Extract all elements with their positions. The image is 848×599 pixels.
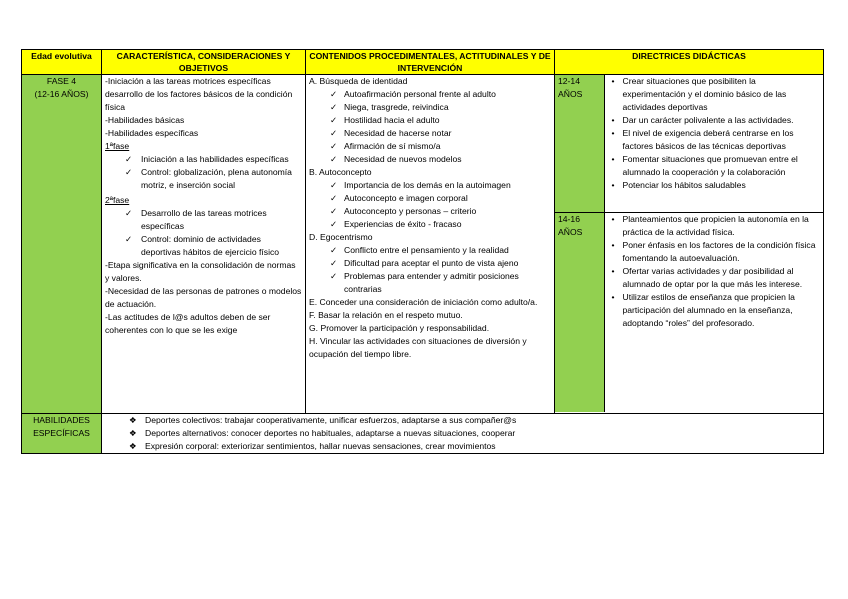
check-icon: ✓: [125, 167, 133, 177]
list-item: ✓ Autoconcepto e imagen corporal: [330, 193, 468, 203]
caract-outro-2: -Necesidad de las personas de patrones o modelos de actuación.: [105, 286, 302, 309]
directrices-group-1: [604, 75, 823, 213]
bullet-icon: •: [611, 76, 615, 86]
list-item: • Poner énfasis en los factores de la condición física fomentando la autoevaluación.: [611, 240, 816, 263]
section-d-title: D. Egocentrismo: [309, 232, 373, 242]
caract-intro-2: -Habilidades básicas: [105, 115, 185, 125]
list-item: ✓ Dificultad para aceptar el punto de vista ajeno: [330, 258, 519, 268]
section-g-line: G. Promover la participación y responsabilidad.: [309, 323, 490, 333]
check-icon: ✓: [330, 115, 338, 125]
caract-intro-1: -Iniciación a las tareas motrices específicas desarrollo de los factores básicos de la condición física: [105, 76, 293, 112]
check-icon: ✓: [330, 193, 338, 203]
list-item: ❖ Deportes colectivos: trabajar cooperativamente, unificar esfuerzos, adaptarse a sus compañer@s: [129, 415, 517, 425]
bullet-icon: •: [611, 240, 615, 250]
list-item: • Fomentar situaciones que promuevan entre el alumnado la cooperación y la colaboración: [611, 154, 798, 177]
section-e-line: E. Conceder una consideración de iniciación como adulto/a.: [309, 297, 538, 307]
check-icon: ✓: [330, 180, 338, 190]
fase1-title: 1ªfase: [105, 141, 130, 151]
habilidades-items-cell: [102, 414, 824, 454]
caract-intro-3: -Habilidades específicas: [105, 128, 199, 138]
bullet-icon: •: [611, 214, 615, 224]
check-icon: ✓: [125, 234, 133, 244]
check-icon: ✓: [330, 245, 338, 255]
header-edad: Edad evolutiva: [22, 50, 102, 75]
list-item: ✓ Necesidad de hacerse notar: [330, 128, 452, 138]
list-item: ✓ Problemas para entender y admitir posiciones contrarias: [330, 271, 519, 294]
caracteristicas-cell: [102, 75, 306, 414]
habilidades-row: [22, 414, 824, 454]
list-item: • Ofertar varias actividades y dar posibilidad al alumnado de optar por la que más les interese.: [611, 266, 803, 289]
list-item: ❖ Deportes alternativos: conocer deportes no habituales, adaptarse a nuevas situaciones, cooperar: [129, 428, 516, 438]
list-item: • El nivel de exigencia deberá centrarse en los factores básicos de las técnicas deportivas: [611, 128, 794, 151]
bullet-icon: •: [611, 180, 615, 190]
list-item: • Potenciar los hábitos saludables: [611, 180, 746, 190]
bullet-icon: •: [611, 115, 615, 125]
list-item: ✓ Desarrollo de las tareas motrices específicas: [125, 208, 267, 231]
header-contenidos: CONTENIDOS PROCEDIMENTALES, ACTITUDINALES Y DE INTERVENCIÓN: [306, 50, 555, 75]
content-row: [22, 75, 824, 414]
didactic-table: [21, 49, 824, 454]
list-item: • Utilizar estilos de enseñanza que propicien la participación del alumnado en la enseñanza, adoptando “roles” del profesorado.: [611, 292, 795, 328]
age-label-14-16: 14-16 AÑOS: [558, 214, 583, 237]
fase-cell: [22, 75, 102, 414]
check-icon: ✓: [330, 271, 338, 281]
caract-outro-3: -Las actitudes de l@s adultos deben de ser coherentes con lo que se les exige: [105, 312, 271, 335]
diamond-bullet-icon: ❖: [129, 428, 137, 438]
header-directrices: DIRECTRICES DIDÁCTICAS: [555, 50, 824, 75]
list-item: ✓ Experiencias de éxito - fracaso: [330, 219, 462, 229]
check-icon: ✓: [330, 102, 338, 112]
fase2-title: 2ªfase: [105, 195, 130, 205]
section-h-line: H. Vincular las actividades con situaciones de diversión y ocupación del tiempo libre.: [309, 336, 527, 359]
age-label-12-14: 12-14 AÑOS: [558, 76, 583, 99]
list-item: ✓ Conflicto entre el pensamiento y la realidad: [330, 245, 509, 255]
directrices-cell: [555, 75, 824, 414]
list-item: ✓ Control: globalización, plena autonomía motriz, e inserción social: [125, 167, 292, 190]
habilidades-label-cell: [22, 414, 102, 454]
list-item: ✓ Necesidad de nuevos modelos: [330, 154, 462, 164]
age-cell-12-14: [555, 75, 604, 213]
diamond-bullet-icon: ❖: [129, 415, 137, 425]
check-icon: ✓: [330, 141, 338, 151]
header-caracteristica: CARACTERÍSTICA, CONSIDERACIONES Y OBJETIVOS: [102, 50, 306, 75]
directrices-group-2: [604, 213, 823, 413]
section-b-title: B. Autoconcepto: [309, 167, 372, 177]
directrices-table: [555, 75, 823, 412]
check-icon: ✓: [330, 154, 338, 164]
section-f-line: F. Basar la relación en el respeto mutuo.: [309, 310, 463, 320]
list-item: • Dar un carácter polivalente a las actividades.: [611, 115, 794, 125]
check-icon: ✓: [125, 208, 133, 218]
bullet-icon: •: [611, 266, 615, 276]
bullet-icon: •: [611, 154, 615, 164]
fase-ages: (12-16 AÑOS): [34, 89, 89, 99]
list-item: ✓ Autoconcepto y personas – criterio: [330, 206, 477, 216]
caract-outro-1: -Etapa significativa en la consolidación de normas y valores.: [105, 260, 296, 283]
list-item: • Planteamientos que propicien la autonomía en la práctica de la actividad física.: [611, 214, 809, 237]
check-icon: ✓: [125, 154, 133, 164]
bullet-icon: •: [611, 128, 615, 138]
list-item: ❖ Expresión corporal: exteriorizar sentimientos, hallar nuevas sensaciones, crear movimientos: [129, 441, 496, 451]
header-row: [22, 50, 824, 75]
check-icon: ✓: [330, 258, 338, 268]
list-item: ✓ Afirmación de sí mismo/a: [330, 141, 441, 151]
bullet-icon: •: [611, 292, 615, 302]
list-item: ✓ Niega, trasgrede, reivindica: [330, 102, 449, 112]
check-icon: ✓: [330, 219, 338, 229]
list-item: • Crear situaciones que posibiliten la experimentación y el dominio básico de las actividades deportivas: [611, 76, 787, 112]
age-cell-14-16: [555, 213, 604, 413]
list-item: ✓ Control: dominio de actividades deportivas hábitos de ejercicio físico: [125, 234, 280, 257]
list-item: ✓ Autoafirmación personal frente al adulto: [330, 89, 496, 99]
check-icon: ✓: [330, 128, 338, 138]
list-item: ✓ Importancia de los demás en la autoimagen: [330, 180, 511, 190]
habilidades-label: HABILIDADES ESPECÍFICAS: [33, 415, 90, 438]
check-icon: ✓: [330, 89, 338, 99]
check-icon: ✓: [330, 206, 338, 216]
contenidos-cell: [306, 75, 555, 414]
section-a-title: A. Búsqueda de identidad: [309, 76, 408, 86]
diamond-bullet-icon: ❖: [129, 441, 137, 451]
list-item: ✓ Hostilidad hacia el adulto: [330, 115, 440, 125]
fase-label: FASE 4: [46, 76, 77, 86]
list-item: ✓ Iniciación a las habilidades específicas: [125, 154, 289, 164]
